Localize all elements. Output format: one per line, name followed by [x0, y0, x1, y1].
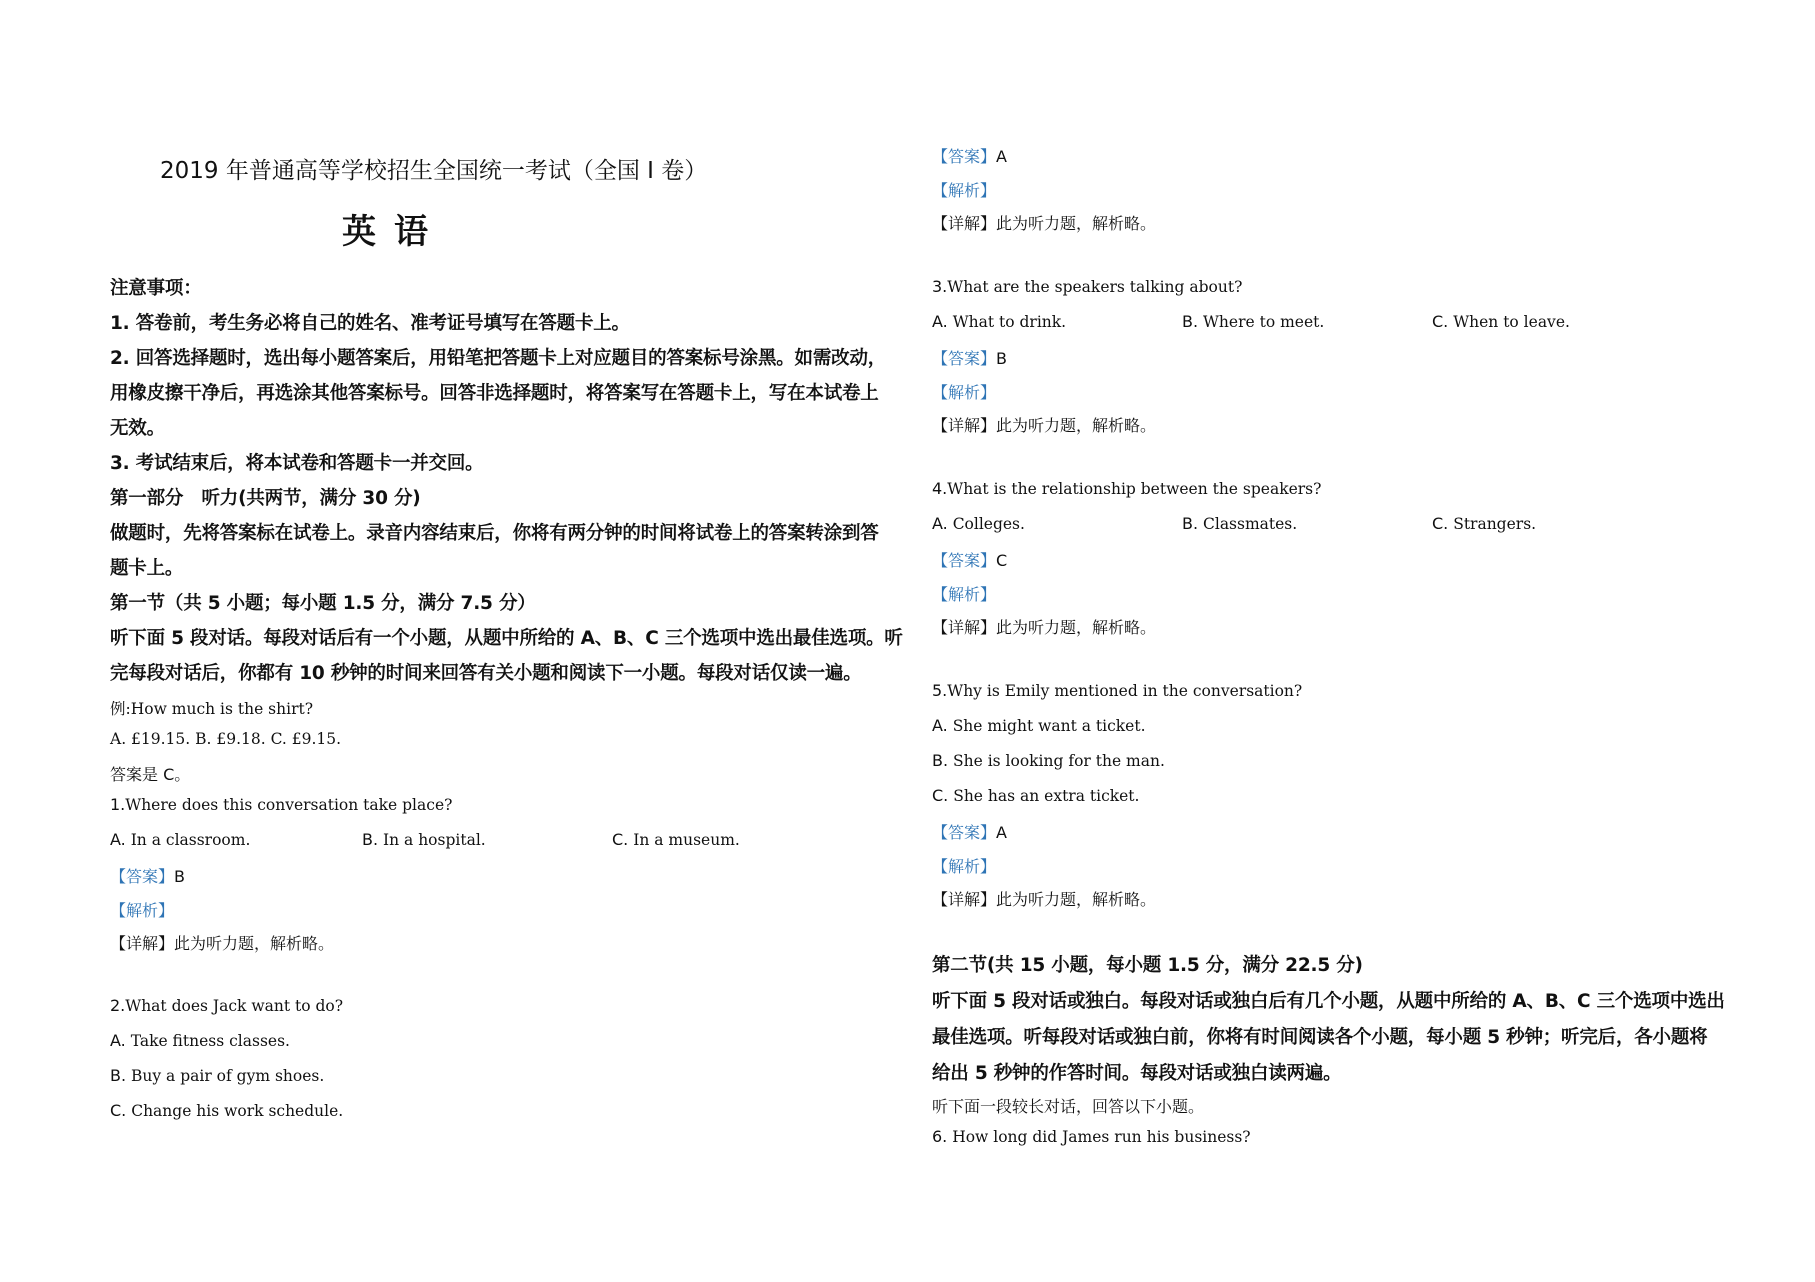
- detail-line: 【详解】此为听力题，解析略。: [932, 416, 1157, 435]
- answer-label: 【答案】: [110, 867, 175, 886]
- option-text: In a museum.: [633, 831, 740, 849]
- notice-line: 用橡皮擦干净后，再选涂其他答案标号。回答非选择题时，将答案写在答题卡上，写在本试卷上: [110, 383, 879, 404]
- option-a: [932, 312, 1066, 331]
- analysis-label: 【解析】: [932, 857, 997, 876]
- answer-label: 【答案】: [932, 823, 997, 842]
- option-c: [1432, 514, 1536, 533]
- option-text: She might want a ticket.: [952, 717, 1146, 735]
- option-letter: C.: [110, 1101, 127, 1120]
- section2-instruction: 听下面 5 段对话或独白。每段对话或独白后有几个小题，从题中所给的 A、B、C 三个选项中选出: [932, 991, 1725, 1012]
- option-a: [932, 716, 1146, 735]
- section1-instruction: 听下面 5 段对话。每段对话后有一个小题，从题中所给的 A、B、C 三个选项中选出最佳选项。听: [110, 628, 903, 649]
- option-letter: C.: [1432, 514, 1449, 533]
- section2-instruction: 最佳选项。听每段对话或独白前，你将有时间阅读各个小题，每小题 5 秒钟；听完后，各小题将: [932, 1027, 1708, 1048]
- detail-line: 【详解】此为听力题，解析略。: [932, 214, 1157, 233]
- question-3: [932, 277, 1242, 296]
- question-text: Where does this conversation take place?: [125, 796, 453, 814]
- analysis-label: 【解析】: [932, 181, 997, 200]
- question-4: [932, 479, 1321, 498]
- detail-line: 【详解】此为听力题，解析略。: [932, 890, 1157, 909]
- section2-instruction: 给出 5 秒钟的作答时间。每段对话或独白读两遍。: [932, 1063, 1342, 1084]
- question-number: 3.: [932, 277, 948, 296]
- detail-line: 【详解】此为听力题，解析略。: [110, 934, 335, 953]
- option-letter: C.: [932, 786, 949, 805]
- answer-value: B: [996, 349, 1007, 368]
- option-b: [110, 1066, 324, 1085]
- option-b: [1182, 514, 1297, 533]
- option-text: She has an extra ticket.: [953, 787, 1140, 805]
- option-b: [362, 830, 486, 849]
- option-text: Change his work schedule.: [131, 1102, 344, 1120]
- option-a: [932, 514, 1025, 533]
- option-c: [932, 786, 1139, 805]
- option-letter: B.: [110, 1066, 127, 1085]
- section1-instruction: 完每段对话后，你都有 10 秒钟的时间来回答有关小题和阅读下一小题。每段对话仅读一遍。: [110, 663, 862, 684]
- exam-title: 2019 年普通高等学校招生全国统一考试（全国 I 卷）: [160, 158, 708, 184]
- option-text: She is looking for the man.: [953, 752, 1165, 770]
- answer-line: [932, 820, 1007, 843]
- question-number: 5.: [932, 681, 948, 700]
- answer-line: [932, 144, 1007, 167]
- answer-label: 【答案】: [932, 147, 997, 166]
- question-number: 6.: [932, 1127, 948, 1146]
- option-text: In a hospital.: [383, 831, 486, 849]
- notice-line: 无效。: [110, 418, 165, 439]
- part1-instruction: 题卡上。: [110, 558, 184, 579]
- question-text: Why is Emily mentioned in the conversation?: [947, 682, 1303, 700]
- option-letter: A.: [932, 312, 948, 331]
- answer-label: 【答案】: [932, 349, 997, 368]
- option-text: Strangers.: [1453, 515, 1537, 533]
- option-text: Buy a pair of gym shoes.: [131, 1067, 325, 1085]
- analysis-label: 【解析】: [932, 383, 997, 402]
- answer-value: C: [996, 551, 1008, 570]
- option-a: [110, 1031, 290, 1050]
- option-text: Colleges.: [952, 515, 1025, 533]
- notice-line: 1. 答卷前，考生务必将自己的姓名、准考证号填写在答题卡上。: [110, 313, 630, 334]
- question-5: [932, 681, 1302, 700]
- option-letter: A.: [932, 514, 948, 533]
- notice-line: 2. 回答选择题时，选出每小题答案后，用铅笔把答题卡上对应题目的答案标号涂黑。如需改动，: [110, 348, 887, 369]
- notice-line: 3. 考试结束后，将本试卷和答题卡一并交回。: [110, 453, 484, 474]
- question-number: 4.: [932, 479, 948, 498]
- answer-value: A: [996, 147, 1007, 166]
- option-c: [1432, 312, 1570, 331]
- option-text: When to leave.: [1453, 313, 1570, 331]
- example-answer: 答案是 C。: [110, 765, 191, 784]
- analysis-line: [932, 582, 996, 605]
- answer-value: B: [174, 867, 185, 886]
- question-2: [110, 996, 343, 1015]
- option-b: [932, 751, 1165, 770]
- answer-label: 【答案】: [932, 551, 997, 570]
- option-letter: A.: [110, 1031, 126, 1050]
- option-letter: B.: [932, 751, 949, 770]
- analysis-line: [932, 854, 996, 877]
- option-letter: B.: [362, 830, 379, 849]
- analysis-line: [932, 178, 996, 201]
- analysis-line: [932, 380, 996, 403]
- answer-line: [932, 548, 1007, 571]
- example-options: A. £19.15. B. £9.18. C. £9.15.: [110, 730, 342, 748]
- answer-line: [110, 864, 185, 887]
- option-text: Classmates.: [1203, 515, 1298, 533]
- option-letter: C.: [1432, 312, 1449, 331]
- question-1: [110, 795, 452, 814]
- option-letter: B.: [1182, 312, 1199, 331]
- option-c: [110, 1101, 343, 1120]
- section2-subinstruction: 听下面一段较长对话，回答以下小题。: [932, 1097, 1205, 1116]
- option-a: [110, 830, 250, 849]
- notice-heading: 注意事项：: [110, 278, 202, 299]
- question-text: What does Jack want to do?: [125, 997, 344, 1015]
- analysis-line: [110, 898, 174, 921]
- section2-heading: 第二节(共 15 小题，每小题 1.5 分，满分 22.5 分): [932, 955, 1363, 976]
- question-text: What is the relationship between the speakers?: [947, 480, 1322, 498]
- section1-heading: 第一节（共 5 小题；每小题 1.5 分，满分 7.5 分）: [110, 593, 536, 614]
- detail-line: 【详解】此为听力题，解析略。: [932, 618, 1157, 637]
- option-b: [1182, 312, 1324, 331]
- question-number: 1.: [110, 795, 126, 814]
- question-text: What are the speakers talking about?: [947, 278, 1243, 296]
- option-text: Where to meet.: [1203, 313, 1325, 331]
- question-text: How long did James run his business?: [947, 1128, 1251, 1146]
- answer-line: [932, 346, 1007, 369]
- option-text: In a classroom.: [130, 831, 251, 849]
- option-c: [612, 830, 740, 849]
- subject-title: 英语: [342, 212, 446, 252]
- analysis-label: 【解析】: [110, 901, 175, 920]
- analysis-label: 【解析】: [932, 585, 997, 604]
- option-text: Take fitness classes.: [130, 1032, 290, 1050]
- option-letter: C.: [612, 830, 629, 849]
- option-letter: A.: [932, 716, 948, 735]
- part1-heading: 第一部分 听力(共两节，满分 30 分): [110, 488, 421, 509]
- example-question: 例:How much is the shirt?: [110, 700, 314, 718]
- question-6: [932, 1127, 1251, 1146]
- answer-value: A: [996, 823, 1007, 842]
- part1-instruction: 做题时，先将答案标在试卷上。录音内容结束后，你将有两分钟的时间将试卷上的答案转涂到答: [110, 523, 879, 544]
- option-letter: A.: [110, 830, 126, 849]
- option-text: What to drink.: [952, 313, 1067, 331]
- option-letter: B.: [1182, 514, 1199, 533]
- question-number: 2.: [110, 996, 126, 1015]
